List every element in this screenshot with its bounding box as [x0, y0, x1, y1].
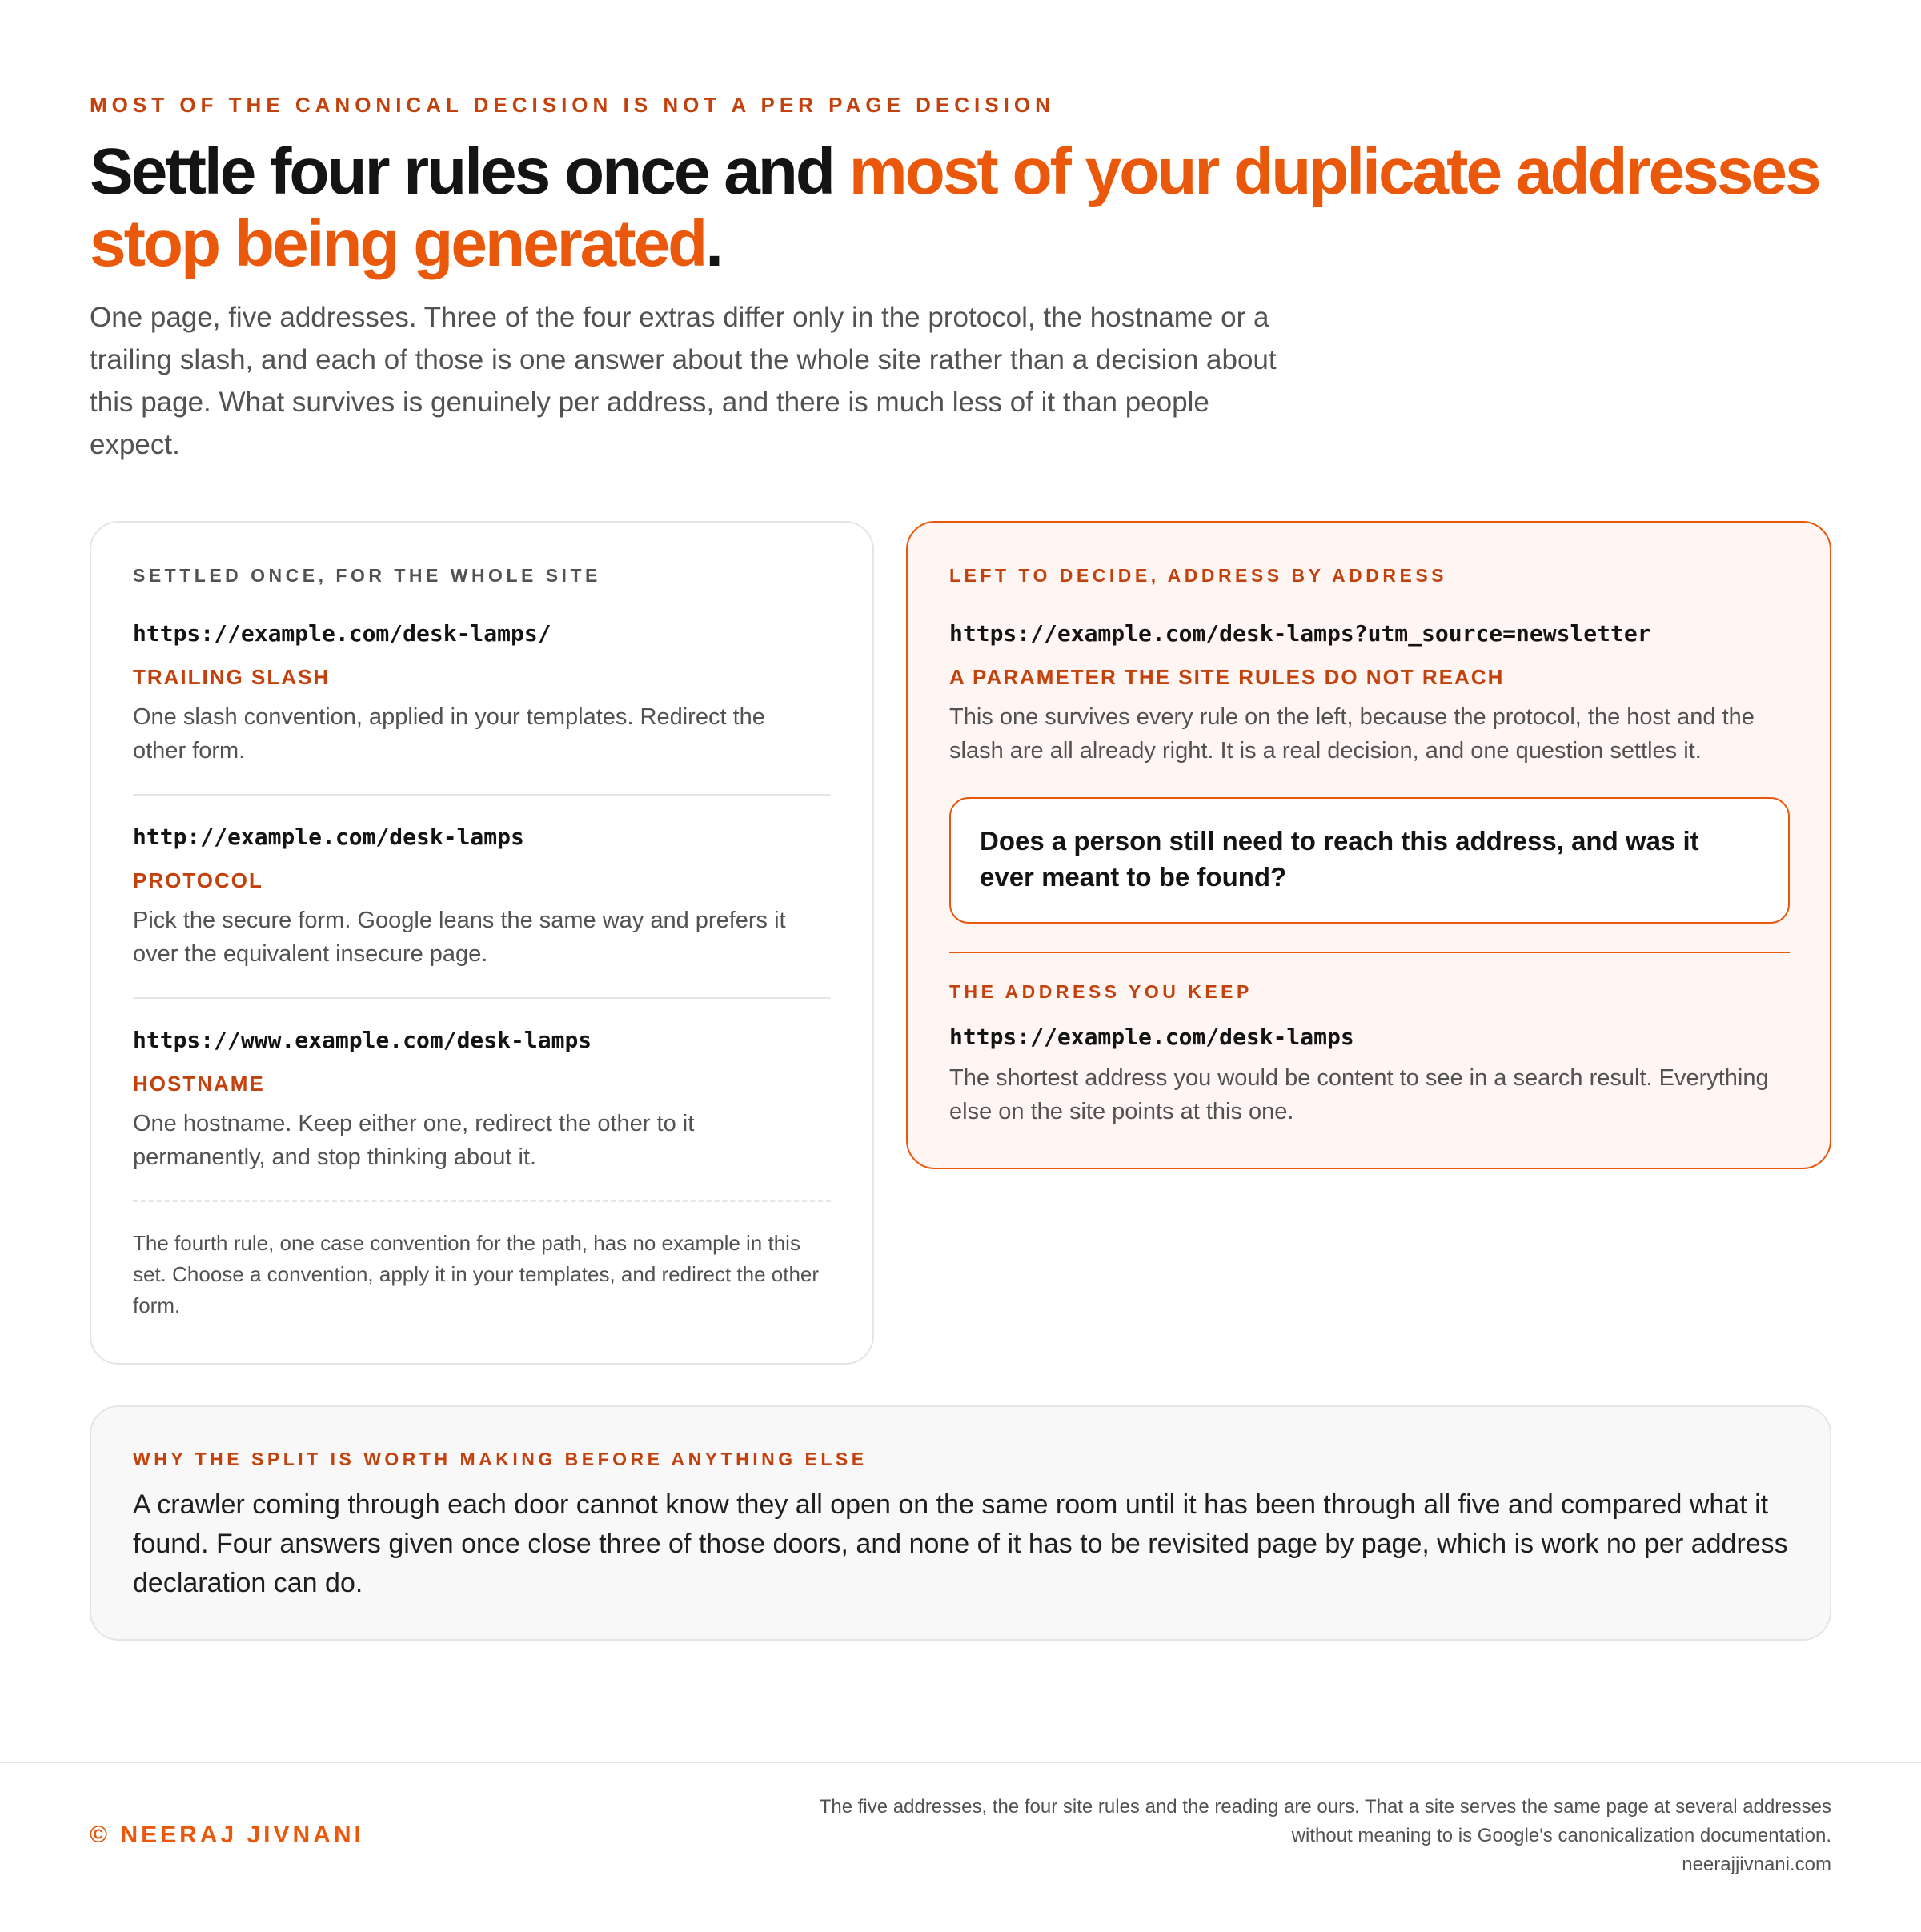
footer-note [775, 1793, 1831, 1879]
rule-desc-hostname: One hostname. Keep either one, redirect the other to it permanently, and stop thinking about it. [133, 1111, 695, 1170]
kicker: MOST OF THE CANONICAL DECISION IS NOT A PER PAGE DECISION [90, 93, 1055, 117]
rule-url-trailing-slash: https://example.com/desk-lamps/ [133, 620, 551, 647]
rule-desc-protocol: Pick the secure form. Google leans the same way and prefers it over the equivalent insecure page. [133, 908, 786, 967]
why-split-label: WHY THE SPLIT IS WORTH MAKING BEFORE ANYTHING ELSE [133, 1449, 868, 1469]
fourth-rule-note: The fourth rule, one case convention for the path, has no example in this set. Choose a convention, apply it in your templates, and redirect the other form. [133, 1231, 820, 1317]
lede: One page, five addresses. Three of the four extras differ only in the protocol, the hostname or a trailing slash, and each of those is one answer about the whole site rather than a decision about this page. What survives is genuinely per address, and there is much less of it than people expect. [90, 302, 1277, 460]
rule-name-trailing-slash: TRAILING SLASH [133, 665, 331, 689]
why-split-text: A crawler coming through each door cannot know they all open on the same room until it has been through all five and compared what it found. Four answers given once close three of those doors, and none of it has to be revisited page by page, which is work no per address declaration can do. [133, 1489, 1788, 1598]
rule-name-protocol: PROTOCOL [133, 868, 263, 892]
footer-note-line-1: The five addresses, the four site rules and the reading are ours. That a site serves the same page at several addresses [819, 1796, 1831, 1818]
per-address-card [906, 521, 1831, 1169]
rule-name-hostname: HOSTNAME [133, 1072, 265, 1096]
headline-end: . [705, 207, 722, 280]
keep-desc: The shortest address you would be content to see in a search result. Everything else on the site points at this one. [949, 1065, 1769, 1124]
question-box: Does a person still need to reach this address, and was it ever meant to be found? [949, 797, 1790, 924]
keep-url: https://example.com/desk-lamps [949, 1024, 1354, 1050]
headline-accent: most of your duplicate addresses stop being generated [90, 135, 1819, 280]
per-address-label: LEFT TO DECIDE, ADDRESS BY ADDRESS [949, 565, 1448, 586]
rule-url-protocol: http://example.com/desk-lamps [133, 824, 524, 850]
keep-label: THE ADDRESS YOU KEEP [949, 981, 1253, 1002]
dashed-divider [133, 1200, 831, 1202]
footer-brand: © NEERAJ JIVNANI [90, 1822, 364, 1848]
headline-plain: Settle four rules once and [90, 135, 849, 208]
why-split-card [90, 1405, 1831, 1641]
parameter-url: https://example.com/desk-lamps?utm_source=newsletter [949, 620, 1651, 647]
site-rules-card [90, 521, 874, 1365]
divider [133, 997, 831, 999]
footer-site-link[interactable]: neerajjivnani.com [1682, 1854, 1831, 1875]
divider [133, 794, 831, 796]
page-title [90, 136, 1867, 280]
site-rules-label: SETTLED ONCE, FOR THE WHOLE SITE [133, 565, 601, 586]
parameter-rule-name: A PARAMETER THE SITE RULES DO NOT REACH [949, 665, 1505, 689]
divider [949, 952, 1790, 953]
rule-url-hostname: https://www.example.com/desk-lamps [133, 1027, 592, 1053]
footer-note-line-2: without meaning to is Google's canonicalization documentation. [1291, 1825, 1831, 1846]
footer-divider [0, 1762, 1921, 1763]
parameter-desc: This one survives every rule on the left, because the protocol, the host and the slash are all already right. It is a real decision, and one question settles it. [949, 704, 1755, 764]
rule-desc-trailing-slash: One slash convention, applied in your templates. Redirect the other form. [133, 704, 765, 764]
